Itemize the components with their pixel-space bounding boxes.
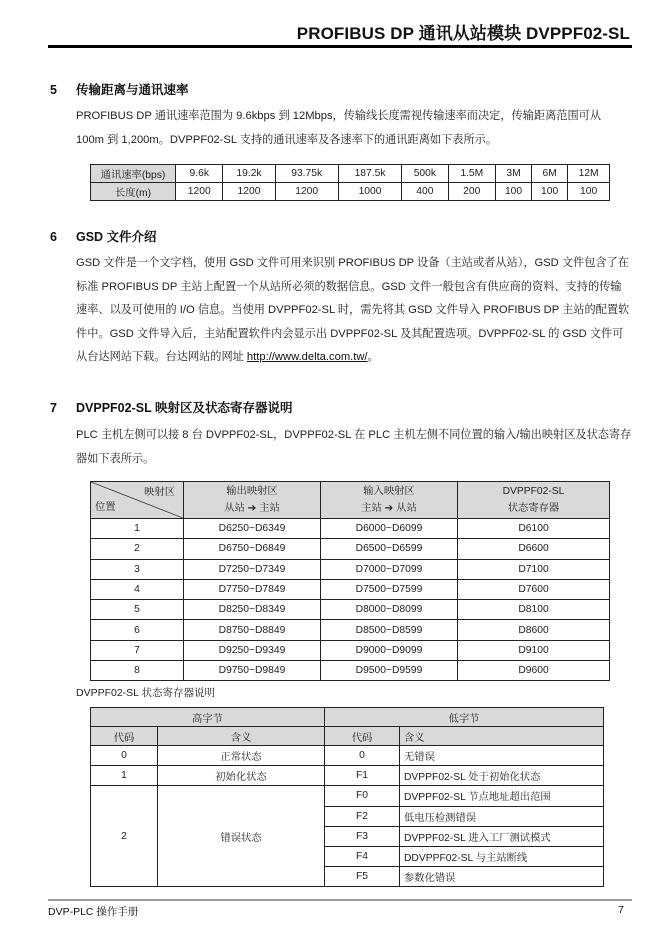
output-cell: D7750~D7849 xyxy=(184,579,321,599)
table-row xyxy=(91,600,610,620)
header-line1: DVPPF02-SL xyxy=(502,486,565,497)
status-cell: D7100 xyxy=(458,559,610,579)
output-map-header xyxy=(184,482,321,519)
output-cell: D9250~D9349 xyxy=(184,640,321,660)
footer-rule xyxy=(48,899,632,901)
low-meaning-cell: DVPPF02-SL 节点地址超出范围 xyxy=(400,786,604,806)
gsd-description: GSD 文件是一个文字档，使用 GSD 文件可用来识别 PROFIBUS DP 设备（主站或者从站），GSD 文件包含了在标准 PROFIBUS DP 主站上配置一个从站所必须的数据信息。GSD 文件一般包含有供应商的资料、支持的传输速率、以及可使用的 I/O 信息。当使用 DVPPF02-SL 时，需先将其 GSD 文件导入 PROFIBUS DP 主站的配置软件中。GSD 文件导入后，主站配置软件内会显示出 DVPPF02-SL 及其配置选项。DVPPF02-SL 的 GSD 文件可从台达网站下载。台达网站的网址 xyxy=(76,257,630,363)
input-cell: D8500~D8599 xyxy=(321,620,458,640)
input-cell: D7500~D7599 xyxy=(321,579,458,599)
low-meaning-cell: DVPPF02-SL 处于初始化状态 xyxy=(400,766,604,786)
low-code-cell: F2 xyxy=(325,806,400,826)
low-byte-header: 低字节 xyxy=(325,708,604,727)
length-cell: 1200 xyxy=(275,183,338,201)
link-suffix: 。 xyxy=(367,351,379,363)
section-title: GSD 文件介绍 xyxy=(76,230,157,244)
low-code-header: 代码 xyxy=(325,727,400,746)
table-row xyxy=(91,786,604,806)
position-cell: 5 xyxy=(91,600,184,620)
length-cell: 100 xyxy=(568,183,610,201)
output-cell: D9750~D9849 xyxy=(184,661,321,681)
high-code-cell: 1 xyxy=(91,766,158,786)
high-meaning-cell: 错误状态 xyxy=(158,786,325,887)
corner-top-label: 映射区 xyxy=(144,487,175,498)
header-line1: 输出映射区 xyxy=(226,486,278,497)
input-cell: D7000~D7099 xyxy=(321,559,458,579)
low-meaning-cell: DVPPF02-SL 进入工厂测试模式 xyxy=(400,826,604,846)
corner-bottom-label: 位置 xyxy=(95,502,116,513)
table-row xyxy=(91,640,610,660)
section-number: 7 xyxy=(50,401,57,415)
table-row xyxy=(91,579,610,599)
page-header-title: PROFIBUS DP 通讯从站模块 DVPPF02-SL xyxy=(296,24,630,43)
section-6-heading xyxy=(50,227,157,245)
section-5-paragraph: PROFIBUS DP 通讯速率范围为 9.6kbps 到 12Mbps，传输线长度需视传输速率而决定，传输距离范围可从 100m 到 1,200m。DVPPF02-SL 支持的通讯速率及各速率下的通讯距离如下表所示。 xyxy=(76,110,602,146)
high-code-cell: 0 xyxy=(91,746,158,766)
speed-cell: 6M xyxy=(532,165,568,183)
high-meaning-cell: 初始化状态 xyxy=(158,766,325,786)
corner-header xyxy=(91,482,184,519)
input-cell: D6000~D6099 xyxy=(321,519,458,539)
low-code-cell: F3 xyxy=(325,826,400,846)
status-cell: D6100 xyxy=(458,519,610,539)
low-meaning-cell: DDVPPF02-SL 与主站断线 xyxy=(400,846,604,866)
header-line2: 主站 ➔ 从站 xyxy=(361,503,417,514)
header-line2: 从站 ➔ 主站 xyxy=(224,503,280,514)
length-cell: 400 xyxy=(402,183,448,201)
section-title: 传输距离与通讯速率 xyxy=(76,83,189,97)
length-row-header: 长度(m) xyxy=(91,183,176,201)
section-5-heading xyxy=(50,80,189,98)
speed-cell: 500k xyxy=(402,165,448,183)
output-cell: D8250~D8349 xyxy=(184,600,321,620)
low-code-cell: 0 xyxy=(325,746,400,766)
length-cell: 1000 xyxy=(338,183,401,201)
status-cell: D9600 xyxy=(458,661,610,681)
speed-cell: 12M xyxy=(568,165,610,183)
output-cell: D8750~D8849 xyxy=(184,620,321,640)
status-register-table xyxy=(90,707,604,887)
high-byte-header: 高字节 xyxy=(91,708,325,727)
position-cell: 3 xyxy=(91,559,184,579)
group-header-row xyxy=(91,708,604,727)
diagonal-header-cell xyxy=(91,482,183,518)
column-header-row xyxy=(91,727,604,746)
table-row xyxy=(91,661,610,681)
length-cell: 1200 xyxy=(176,183,223,201)
length-cell: 1200 xyxy=(223,183,275,201)
table-row xyxy=(91,746,604,766)
table-row xyxy=(91,519,610,539)
speed-distance-table xyxy=(90,164,610,201)
speed-cell: 187.5k xyxy=(338,165,401,183)
section-number: 6 xyxy=(50,230,57,244)
length-cell: 100 xyxy=(532,183,568,201)
low-code-cell: F1 xyxy=(325,766,400,786)
status-cell: D9100 xyxy=(458,640,610,660)
position-cell: 8 xyxy=(91,661,184,681)
section-6-paragraph xyxy=(76,252,632,370)
position-cell: 7 xyxy=(91,640,184,660)
status-cell: D8600 xyxy=(458,620,610,640)
table-row xyxy=(91,539,610,559)
input-map-header xyxy=(321,482,458,519)
page-number: 7 xyxy=(618,904,624,916)
high-meaning-cell: 正常状态 xyxy=(158,746,325,766)
low-code-cell: F5 xyxy=(325,867,400,887)
status-cell: D6600 xyxy=(458,539,610,559)
low-meaning-cell: 低电压检测错误 xyxy=(400,806,604,826)
length-cell: 200 xyxy=(448,183,495,201)
high-meaning-header: 含义 xyxy=(158,727,325,746)
delta-website-link[interactable]: http://www.delta.com.tw/ xyxy=(246,351,368,363)
position-cell: 4 xyxy=(91,579,184,599)
high-code-cell: 2 xyxy=(91,786,158,887)
status-table-caption: DVPPF02-SL 状态寄存器说明 xyxy=(76,687,216,699)
low-code-cell: F0 xyxy=(325,786,400,806)
header-rule xyxy=(48,45,632,48)
input-cell: D6500~D6599 xyxy=(321,539,458,559)
input-cell: D9000~D9099 xyxy=(321,640,458,660)
section-7-heading xyxy=(50,398,292,416)
table-row xyxy=(91,620,610,640)
speed-row xyxy=(91,165,610,183)
status-cell: D7600 xyxy=(458,579,610,599)
low-meaning-cell: 参数化错误 xyxy=(400,867,604,887)
high-code-header: 代码 xyxy=(91,727,158,746)
output-cell: D6750~D6849 xyxy=(184,539,321,559)
speed-cell: 9.6k xyxy=(176,165,223,183)
mapping-header-row xyxy=(91,482,610,519)
table-row xyxy=(91,559,610,579)
speed-cell: 1.5M xyxy=(448,165,495,183)
length-cell: 100 xyxy=(496,183,532,201)
length-row xyxy=(91,183,610,201)
speed-cell: 19.2k xyxy=(223,165,275,183)
output-cell: D7250~D7349 xyxy=(184,559,321,579)
header-line1: 输入映射区 xyxy=(363,486,415,497)
footer-manual-name: DVP-PLC 操作手册 xyxy=(48,906,139,918)
low-meaning-header: 含义 xyxy=(400,727,604,746)
speed-cell: 3M xyxy=(496,165,532,183)
input-cell: D8000~D8099 xyxy=(321,600,458,620)
low-code-cell: F4 xyxy=(325,846,400,866)
position-cell: 6 xyxy=(91,620,184,640)
mapping-area-table xyxy=(90,481,610,681)
section-title: DVPPF02-SL 映射区及状态寄存器说明 xyxy=(76,401,293,415)
header-line2: 状态寄存器 xyxy=(507,503,560,514)
table-row xyxy=(91,766,604,786)
speed-row-header: 通讯速率(bps) xyxy=(91,165,176,183)
speed-cell: 93.75k xyxy=(275,165,338,183)
input-cell: D9500~D9599 xyxy=(321,661,458,681)
status-register-header xyxy=(458,482,610,519)
section-number: 5 xyxy=(50,83,57,97)
low-meaning-cell: 无错误 xyxy=(400,746,604,766)
section-7-paragraph: PLC 主机左侧可以接 8 台 DVPPF02-SL，DVPPF02-SL 在 PLC 主机左侧不同位置的输入/输出映射区及状态寄存器如下表所示。 xyxy=(76,429,632,465)
output-cell: D6250~D6349 xyxy=(184,519,321,539)
status-cell: D8100 xyxy=(458,600,610,620)
position-cell: 2 xyxy=(91,539,184,559)
position-cell: 1 xyxy=(91,519,184,539)
